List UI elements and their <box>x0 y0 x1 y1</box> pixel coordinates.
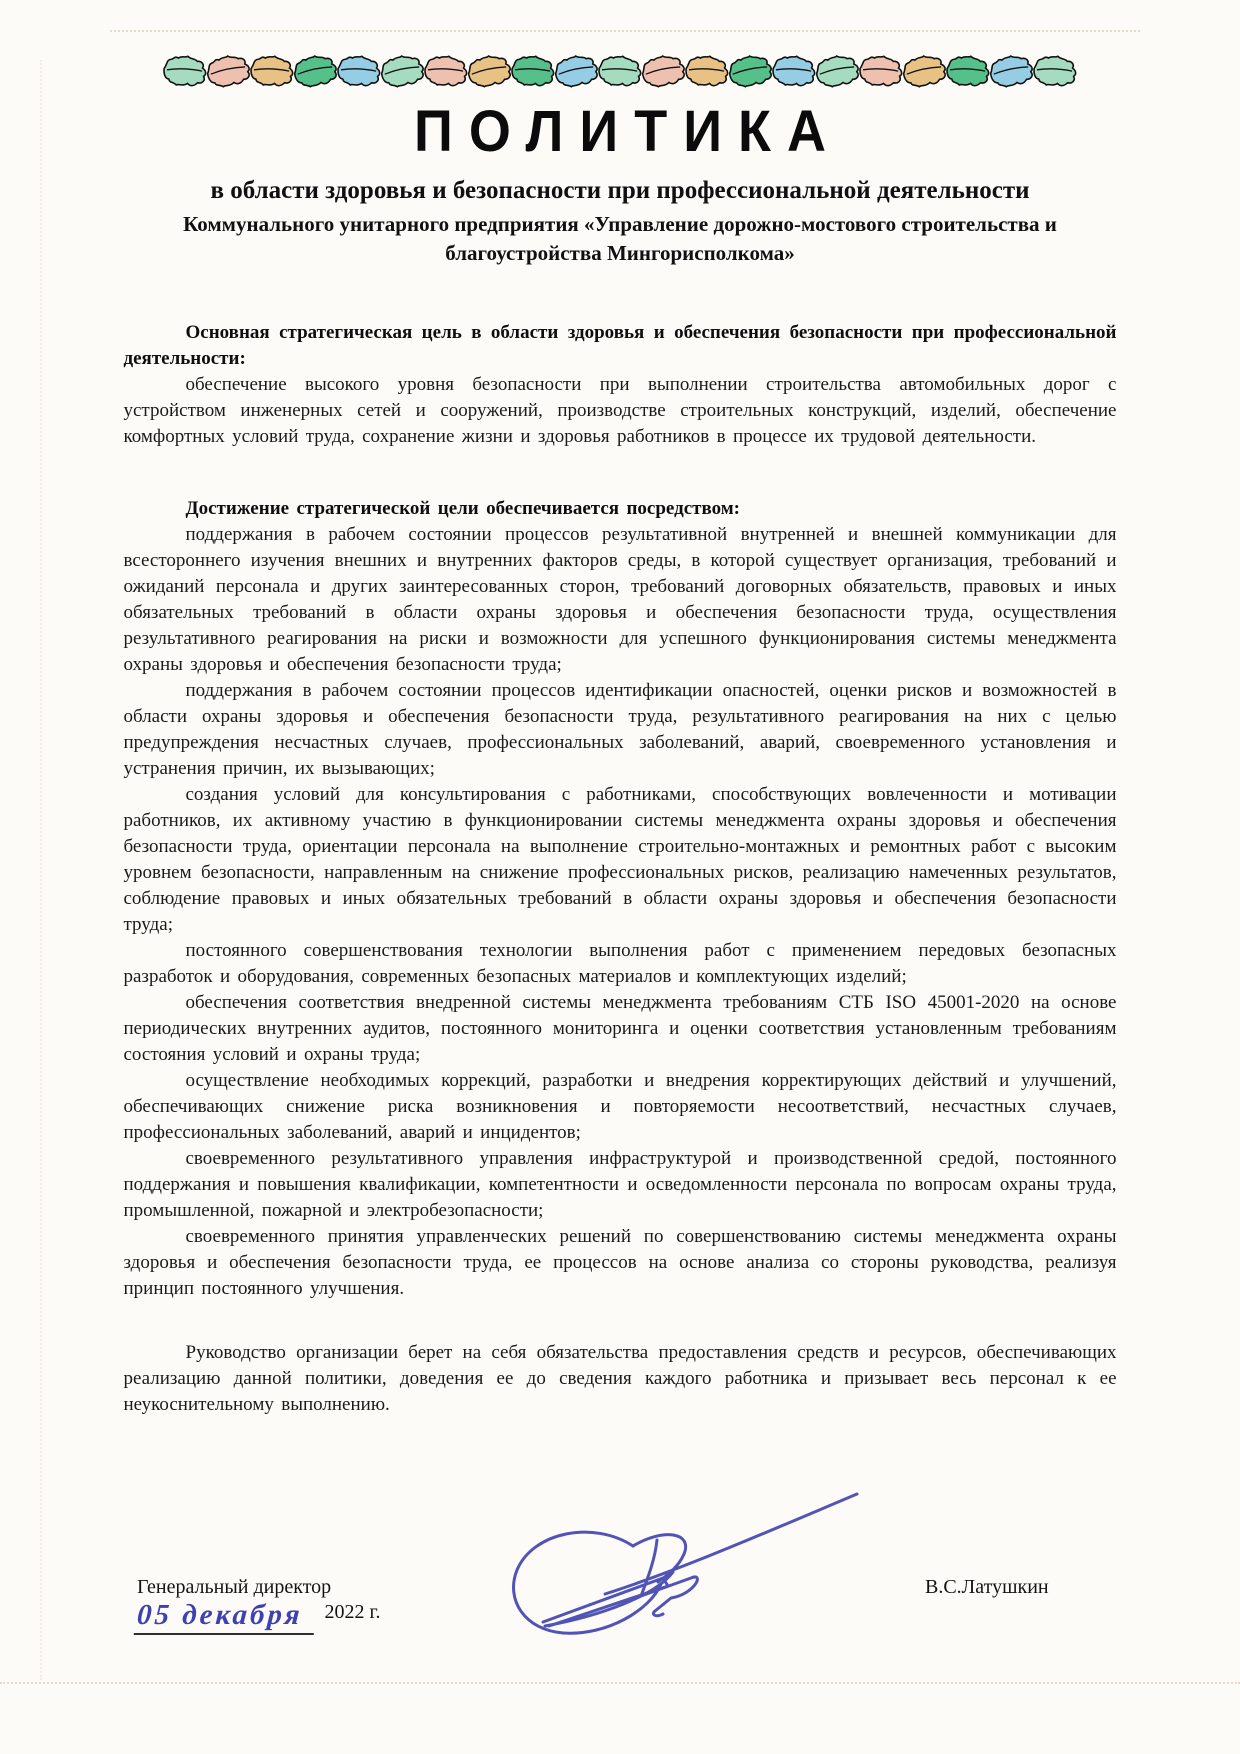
document-subtitle: в области здоровья и безопасности при профессиональной деятельности <box>210 177 1030 204</box>
means-item-2: поддержания в рабочем состоянии процессов идентификации опасностей, оценки рисков и возможностей в области охраны здоровья и обеспечения безопасности труда, результативного реагирования на них с целью предупреждения несчастных случаев, профессиональных заболеваний, аварий, своевременного установления и устранения причин, их вызывающих; <box>123 680 1117 779</box>
organization-name: Коммунального унитарного предприятия «Управление дорожно-мостового строительства и благоустройства Мингорисполкома» <box>183 212 1057 265</box>
means-item-6: осуществление необходимых коррекций, разработки и внедрения корректирующих действий и улучшений, обеспечивающих снижение риска возникновения и повторяемости несоответствий, несчастных случаев, профессиональных заболеваний, аварий и инцидентов; <box>123 1070 1117 1143</box>
means-item-4: постоянного совершенствования технологии выполнения работ с применением передовых безопасных разработок и оборудования, современных безопасных материалов и комплектующих изделий; <box>123 940 1117 987</box>
scan-artifact-line-top <box>110 30 1140 32</box>
means-item-3: создания условий для консультирования с работниками, способствующих вовлеченности и мотивации работников, их активному участию в функционировании системы менеджмента охраны здоровья и обеспечения безопасности труда, ориентации персонала на выполнение строительно-монтажных и ремонтных работ с высоким уровнем безопасности, направленным на снижение профессиональных рисков, реализацию намеченных результатов, соблюдение правовых и иных обязательных требований в области охраны здоровья и обеспечения безопасности труда; <box>123 784 1117 935</box>
typed-year: 2022 г. <box>324 1601 381 1623</box>
page-title: ПОЛИТИКА <box>414 99 842 164</box>
goal-heading: Основная стратегическая цель в области здоровья и обеспечения безопасности при профессиональной деятельности: <box>123 322 1117 369</box>
means-item-7: своевременного результативного управления инфраструктурой и производственной средой, постоянного поддержания и повышения квалификации, компетентности и осведомленности персонала по вопросам охраны труда, промышленной, пожарной и электробезопасности; <box>123 1148 1117 1221</box>
means-item-1: поддержания в рабочем состоянии процессов результативной внутренней и внешней коммуникации для всестороннего изучения внешних и внутренних факторов среды, в которой существует организация, требований и ожиданий персонала и других заинтересованных сторон, требований договорных обязательств, правовых и иных обязательных требований в области охраны здоровья и обеспечения безопасности труда, осуществления результативного реагирования на риски и возможности для успешного функционирования системы менеджмента охраны здоровья и обеспечения безопасности труда; <box>123 524 1117 675</box>
oak-leaf-border <box>162 54 1078 88</box>
means-item-5: обеспечения соответствия внедренной системы менеджмента требованиям СТБ ISO 45001-2020 на основе периодических внутренних аудитов, постоянного мониторинга и оценки соответствия установленным требованиям состояния условий и охраны труда; <box>123 992 1117 1065</box>
date-line <box>135 1598 380 1635</box>
signature-scrawl <box>505 1488 873 1656</box>
means-heading: Достижение стратегической цели обеспечивается посредством: <box>185 498 741 519</box>
handwritten-date: 05 декабря <box>134 1598 316 1635</box>
signatory-position-label: Генеральный директор <box>137 1576 332 1598</box>
signatory-name: В.С.Латушкин <box>925 1576 1049 1598</box>
leaf-band-uses <box>162 54 1077 88</box>
scan-artifact-line-left <box>40 60 42 1680</box>
closing-paragraph: Руководство организации берет на себя обязательства предоставления средств и ресурсов, обеспечивающих реализацию данной политики, доведения ее до сведения каждого работника и призывает весь персонал к ее неукоснительному выполнению. <box>123 1342 1117 1415</box>
document-body <box>124 320 1117 1418</box>
goal-paragraph: обеспечение высокого уровня безопасности при выполнении строительства автомобильных дорог с устройством инженерных сетей и сооружений, производстве строительных конструкций, изделий, обеспечение комфортных условий труда, сохранение жизни и здоровья работников в процессе их трудовой деятельности. <box>123 374 1117 447</box>
signature-ink <box>514 1494 857 1633</box>
scan-artifact-line-bottom <box>0 1682 1240 1684</box>
means-item-8: своевременного принятия управленческих решений по совершенствованию системы менеджмента охраны здоровья и обеспечения безопасности труда, ее процессов на основе анализа со стороны руководства, реализуя принцип постоянного улучшения. <box>123 1226 1117 1299</box>
